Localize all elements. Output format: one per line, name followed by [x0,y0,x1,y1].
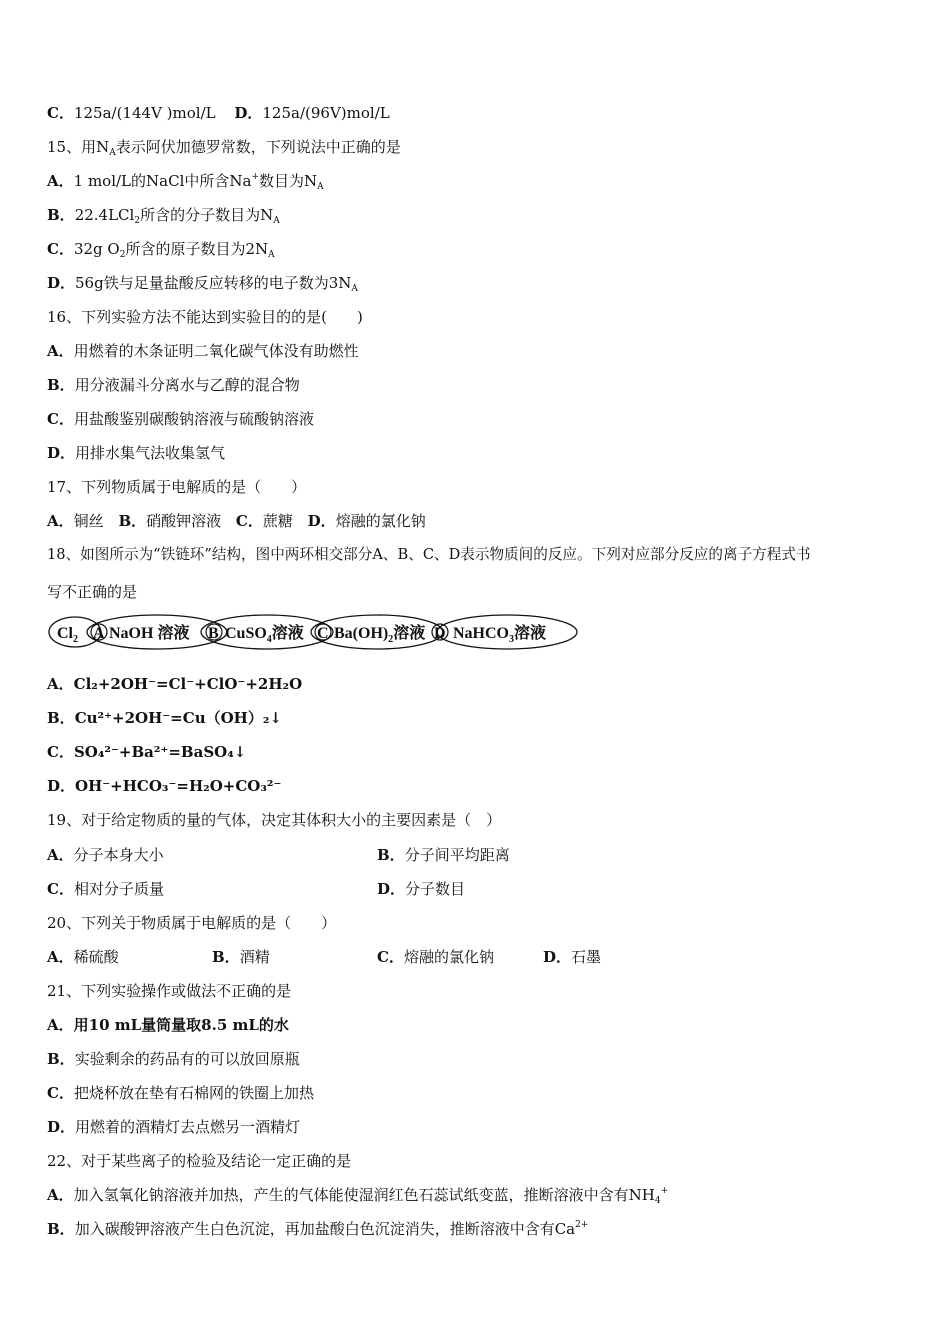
option-text: 加入氢氧化钠溶液并加热，产生的气体能使湿润红色石蕊试纸变蓝，推断溶液中含有NH [73,1186,655,1204]
option-text: 硝酸钾溶液 [146,512,222,530]
option-label: C． [235,512,263,530]
q20-option-a [47,947,119,967]
chain-label-baoh2: $Ba(OH)_2$溶液 [334,625,426,645]
option-label: D． [47,274,76,292]
option-label: B． [47,376,75,394]
q19-option-b [377,845,510,865]
option-text: 分子本身大小 [73,846,164,864]
chain-label-cuso4: CuSO$_4$溶液 [225,625,304,645]
q15-stem [47,137,401,157]
q17-stem: 17、下列物质属于电解质的是（ ） [47,478,307,496]
q21-option-d [47,1117,300,1137]
option-label: D． [377,880,406,898]
option-text: 所含的分子数目为N [140,206,274,224]
option-text: 蔗糖 [262,512,293,530]
subscript: 4 [654,1196,661,1206]
q16-option-b [47,375,300,395]
option-label: D． [543,948,572,966]
q16-stem: 16、下列实验方法不能达到实验目的的是( ) [47,308,363,326]
q22-stem: 22、对于某些离子的检验及结论一定正确的是 [47,1152,352,1170]
q20-stem: 20、下列关于物质属于电解质的是（ ） [47,914,337,932]
q14-options-cd [47,103,390,123]
option-text: 56g铁与足量盐酸反应转移的电子数为3N [75,274,352,292]
option-text: 分子间平均距离 [404,846,510,864]
option-label: C． [47,240,74,258]
superscript: + [251,172,259,182]
q17-options [47,511,426,531]
option-label: A． [47,846,74,864]
option-text: 相对分子质量 [73,880,164,898]
q21-option-c [47,1083,314,1103]
q20-option-d [543,947,601,967]
option-text: 125a/(144V )mol/L [73,104,216,122]
option-label: C． [47,880,74,898]
option-label: A． [47,1016,74,1034]
option-text: 所含的原子数目为2N [125,240,269,258]
q15-option-b [47,205,280,225]
option-text: 稀硫酸 [73,948,119,966]
option-label: A． [47,342,74,360]
subscript: A [351,284,358,294]
subscript: A [317,182,324,192]
option-label: C． [47,743,74,761]
option-text: Cl₂+2OH⁻=Cl⁻+ClO⁻+2H₂O [73,675,303,693]
q16-option-c [47,409,314,429]
chain-label-a: A [93,625,105,642]
option-text: 22.4LCl [74,206,135,224]
option-label: A． [47,948,74,966]
option-label: D． [234,104,263,122]
q18-option-d [47,776,281,796]
q15-option-d [47,273,358,293]
option-label: A． [47,1186,74,1204]
stem-text: 表示阿伏加德罗常数，下列说法中正确的是 [115,138,401,156]
option-text: 把烧杯放在垫有石棉网的铁圈上加热 [73,1084,314,1102]
option-text: 分子数目 [405,880,466,898]
stem-text: 15、用N [47,138,110,156]
option-text: OH⁻+HCO₃⁻=H₂O+CO₃²⁻ [75,777,282,795]
option-label: C． [47,1084,74,1102]
subscript: A [268,250,275,260]
option-text: 用燃着的酒精灯去点燃另一酒精灯 [75,1118,301,1136]
q19-stem: 19、对于给定物质的量的气体，决定其体积大小的主要因素是（ ） [47,811,502,829]
option-label: C． [47,104,74,122]
option-text: 1 mol/L的NaCl中所含Na [73,172,252,190]
option-label: B． [118,512,147,530]
option-text: 用分液漏斗分离水与乙醇的混合物 [74,376,300,394]
option-label: D． [307,512,336,530]
q21-option-b [47,1049,300,1069]
option-label: D． [47,1118,76,1136]
option-text: 125a/(96V)mol/L [262,104,390,122]
q16-option-a [47,341,359,361]
q18-option-c [47,742,246,762]
q20-option-b [212,947,270,967]
chain-label-d: D [434,625,446,642]
chain-label-nahco3: NaHCO$_3$溶液 [453,625,547,645]
subscript: A [273,216,280,226]
q19-option-c [47,879,164,899]
chain-label-cl2: $Cl_2$ [57,625,78,645]
option-text: 铜丝 [73,512,104,530]
option-label: C． [377,948,404,966]
option-label: B． [47,1050,75,1068]
option-text: 用10 mL量筒量取8.5 mL的水 [73,1016,289,1034]
option-text: 用排水集气法收集氢气 [75,444,226,462]
q19-option-d [377,879,465,899]
chain-label-b: B [208,625,219,642]
q18-option-a [47,674,302,694]
iron-chain-diagram [47,612,582,652]
subscript: 2 [134,216,141,226]
option-label: B． [377,846,405,864]
q15-option-c [47,239,275,259]
option-text: 加入碳酸钾溶液产生白色沉淀，再加盐酸白色沉淀消失，推断溶液中含有Ca [74,1220,576,1238]
q21-option-a [47,1015,289,1035]
option-label: A． [47,675,74,693]
option-text: 32g O [73,240,120,258]
option-text: 数目为N [258,172,318,190]
option-text: 酒精 [239,948,270,966]
option-text: SO₄²⁻+Ba²⁺=BaSO₄↓ [73,743,247,761]
q19-option-a [47,845,164,865]
q20-option-c [377,947,494,967]
option-label: B． [47,206,75,224]
chain-label-naoh: NaOH 溶液 [109,625,190,642]
option-text: 石墨 [571,948,602,966]
option-label: D． [47,777,76,795]
superscript: + [660,1186,669,1196]
option-label: B． [212,948,240,966]
subscript: A [109,148,116,158]
q18-stem-line1: 18、如图所示为“铁链环”结构，图中两环相交部分A、B、C、D表示物质间的反应。下列对应部分反应的离子方程式书 [47,546,811,563]
superscript: 2+ [575,1220,589,1230]
option-text: 用盐酸鉴别碳酸钠溶液与硫酸钠溶液 [73,410,314,428]
option-text: 实验剩余的药品有的可以放回原瓶 [74,1050,300,1068]
option-text: 熔融的氯化钠 [403,948,494,966]
q18-stem-line2: 写不正确的是 [47,583,138,601]
q22-option-a [47,1185,668,1205]
subscript: 2 [119,250,126,260]
option-text: 用燃着的木条证明二氧化碳气体没有助燃性 [73,342,359,360]
q16-option-d [47,443,225,463]
q22-option-b [47,1219,588,1239]
option-text: Cu²⁺+2OH⁻=Cu（OH）₂↓ [74,709,282,727]
option-label: B． [47,1220,75,1238]
option-text: 熔融的氯化钠 [335,512,426,530]
chain-label-c: C [317,625,329,642]
option-label: A． [47,172,74,190]
option-label: A． [47,512,74,530]
option-label: B． [47,709,75,727]
option-label: C． [47,410,74,428]
option-label: D． [47,444,76,462]
q15-option-a [47,171,324,191]
q21-stem: 21、下列实验操作或做法不正确的是 [47,982,292,1000]
q18-option-b [47,708,282,728]
